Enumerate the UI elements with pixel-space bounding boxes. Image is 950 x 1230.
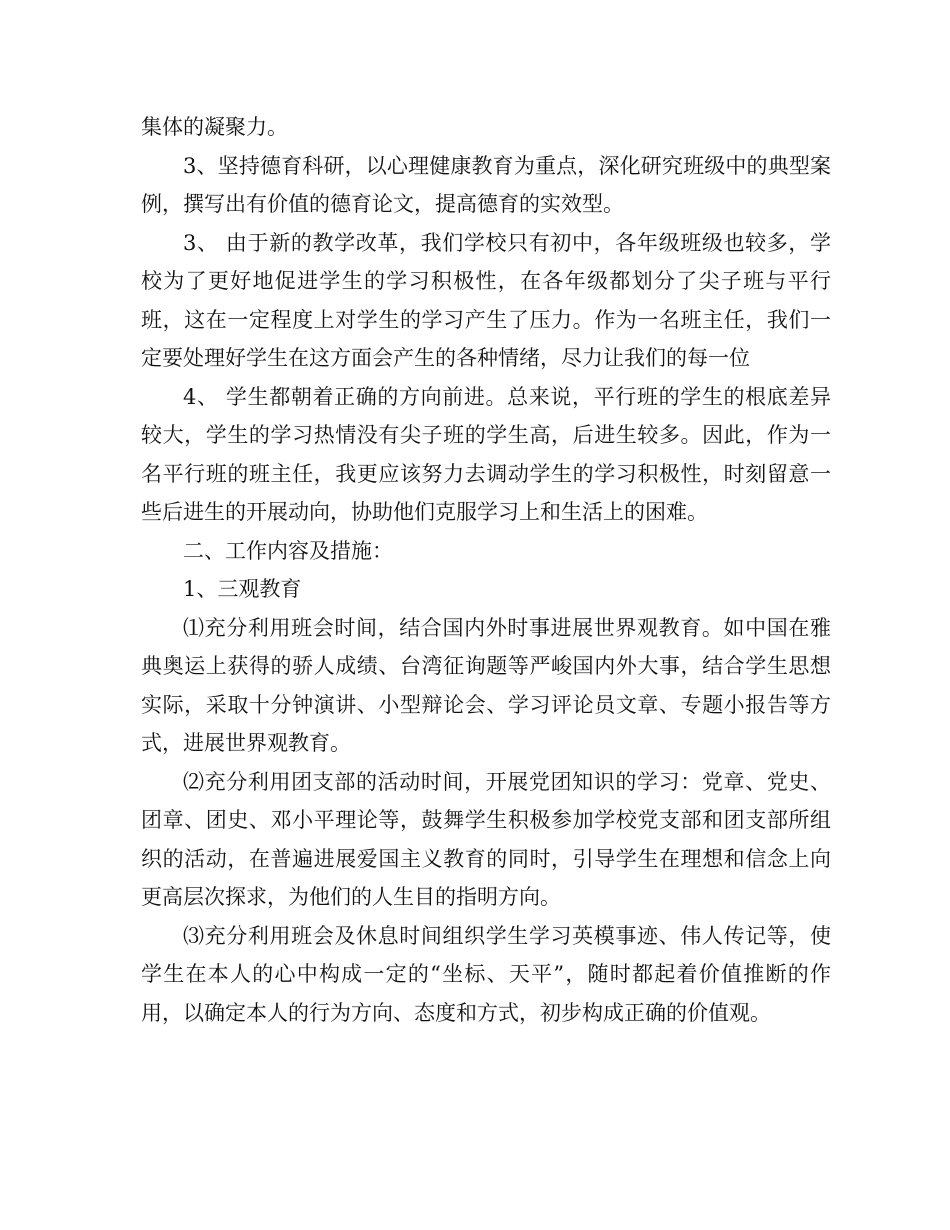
paragraph-point-2: ⑵充分利用团支部的活动时间，开展党团知识的学习：党章、党史、团章、团史、邓小平理论等，鼓舞学生积极参加学校党支部和团支部所组织的活动，在普遍进展爱国主义教育的同时，引导学生在理想和信念上向更高层次探求，为他们的人生目的指明方向。 [141,769,831,909]
section-heading-work-content: 二、工作内容及措施： [183,538,393,563]
paragraph-item-3-research: 3、坚持德育科研，以心理健康教育为重点，深化研究班级中的典型案例，撰写出有价值的德育论文，提高德育的实效型。 [141,153,831,216]
paragraph-point-3: ⑶充分利用班会及休息时间组织学生学习英模事迹、伟人传记等，使学生在本人的心中构成一定的“坐标、天平”，随时都起着价值推断的作用，以确定本人的行为方向、态度和方式，初步构成正确的价值观。 [141,923,831,1025]
document-body [141,108,831,1032]
paragraph-item-4-students: 4、 学生都朝着正确的方向前进。总来说，平行班的学生的根底差异较大，学生的学习热情没有尖子班的学生高，后进生较多。因此，作为一名平行班的班主任，我更应该努力去调动学生的学习积极性，时刻留意一些后进生的开展动向，协助他们克服学习上和生活上的困难。 [141,384,831,524]
paragraph-item-3-reform: 3、 由于新的教学改革，我们学校只有初中，各年级班级也较多，学校为了更好地促进学生的学习积极性，在各年级都划分了尖子班与平行班，这在一定程度上对学生的学习产生了压力。作为一名班主任，我们一定要处理好学生在这方面会产生的各种情绪，尽力让我们的每一位 [141,230,831,370]
paragraph-point-1: ⑴充分利用班会时间，结合国内外时事进展世界观教育。如中国在雅典奥运上获得的骄人成绩、台湾征询题等严峻国内外大事，结合学生思想实际，采取十分钟演讲、小型辩论会、学习评论员文章、专题小报告等方式，进展世界观教育。 [141,615,831,755]
subheading-three-views-education: 1、三观教育 [183,577,302,601]
paragraph-continuation: 集体的凝聚力。 [141,115,288,139]
